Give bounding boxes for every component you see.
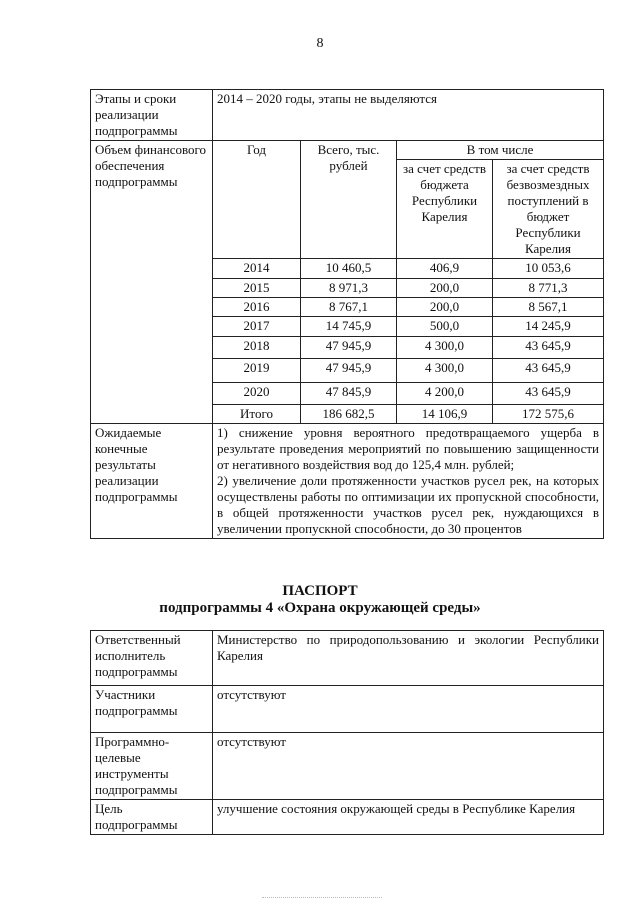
- budget-cell: 4 300,0: [397, 359, 493, 383]
- passport-value: отсутствуют: [213, 686, 604, 733]
- year-cell: 2015: [213, 279, 301, 298]
- passport-value: Министерство по природопользованию и экологии Республики Карелия: [213, 631, 604, 686]
- budget-header: за счет средств бюджета Республики Карелия: [397, 160, 493, 259]
- passport-label: Цель подпрограммы: [91, 800, 213, 835]
- table-row: [91, 733, 604, 800]
- results-item-1: 1) снижение уровня вероятного предотвращаемого ущерба в результате проведения мероприятий по повышению защищенности от негативного воздействия вод до 125,4 млн. рублей;: [217, 425, 600, 472]
- financing-label: Объем финансового обеспечения подпрограммы: [91, 141, 213, 424]
- total-cell: 47 945,9: [301, 359, 397, 383]
- financing-header-row: [91, 141, 604, 160]
- total-cell: 10 460,5: [301, 259, 397, 279]
- year-cell: 2014: [213, 259, 301, 279]
- stages-row: [91, 90, 604, 141]
- results-value: [213, 424, 604, 539]
- budget-cell: 200,0: [397, 298, 493, 317]
- stages-label: Этапы и сроки реализации подпрограммы: [91, 90, 213, 141]
- budget-cell: 4 200,0: [397, 383, 493, 405]
- free-cell: 8 567,1: [493, 298, 604, 317]
- passport-value: улучшение состояния окружающей среды в Республике Карелия: [213, 800, 604, 835]
- table-row: [91, 686, 604, 733]
- year-cell: 2016: [213, 298, 301, 317]
- budget-cell: 500,0: [397, 317, 493, 337]
- total-cell: 186 682,5: [301, 405, 397, 424]
- total-header: Всего, тыс. рублей: [301, 141, 397, 259]
- budget-cell: 200,0: [397, 279, 493, 298]
- year-cell: 2018: [213, 337, 301, 359]
- year-header: Год: [213, 141, 301, 259]
- passport-label: Участники подпрограммы: [91, 686, 213, 733]
- table-row: [91, 631, 604, 686]
- free-cell: 10 053,6: [493, 259, 604, 279]
- total-cell: 8 767,1: [301, 298, 397, 317]
- scan-artifact: [262, 897, 382, 898]
- passport-subtitle: подпрограммы 4 «Охрана окружающей среды»: [159, 600, 481, 616]
- results-item-2: 2) увеличение доли протяженности участков русел рек, на которых осуществлены работы по оптимизации их пропускной способности, в общей протяженности участков русел рек, нуждающихся в увеличении пропускной способности, до 30 процентов: [217, 473, 600, 536]
- year-cell: 2019: [213, 359, 301, 383]
- table-row: [91, 800, 604, 835]
- results-row: [91, 424, 604, 539]
- year-cell: 2020: [213, 383, 301, 405]
- budget-cell: 406,9: [397, 259, 493, 279]
- passport-title: ПАСПОРТ: [282, 583, 358, 599]
- free-header: за счет средств безвозмездных поступлений в бюджет Республики Карелия: [493, 160, 604, 259]
- subprogram-summary-table: [90, 89, 604, 539]
- including-header: В том числе: [397, 141, 604, 160]
- total-cell: 8 971,3: [301, 279, 397, 298]
- budget-cell: 4 300,0: [397, 337, 493, 359]
- free-cell: 8 771,3: [493, 279, 604, 298]
- total-cell: 14 745,9: [301, 317, 397, 337]
- passport-label: Программно-целевые инструменты подпрограммы: [91, 733, 213, 800]
- results-label: Ожидаемые конечные результаты реализации подпрограммы: [91, 424, 213, 539]
- budget-cell: 14 106,9: [397, 405, 493, 424]
- free-cell: 172 575,6: [493, 405, 604, 424]
- total-cell: 47 945,9: [301, 337, 397, 359]
- free-cell: 43 645,9: [493, 383, 604, 405]
- page-number: 8: [316, 36, 324, 51]
- free-cell: 43 645,9: [493, 359, 604, 383]
- passport-label: Ответственный исполнитель подпрограммы: [91, 631, 213, 686]
- free-cell: 43 645,9: [493, 337, 604, 359]
- passport-table: [90, 630, 604, 835]
- year-cell: 2017: [213, 317, 301, 337]
- total-cell: 47 845,9: [301, 383, 397, 405]
- passport-value: отсутствуют: [213, 733, 604, 800]
- year-cell: Итого: [213, 405, 301, 424]
- free-cell: 14 245,9: [493, 317, 604, 337]
- stages-value: 2014 – 2020 годы, этапы не выделяются: [213, 90, 604, 141]
